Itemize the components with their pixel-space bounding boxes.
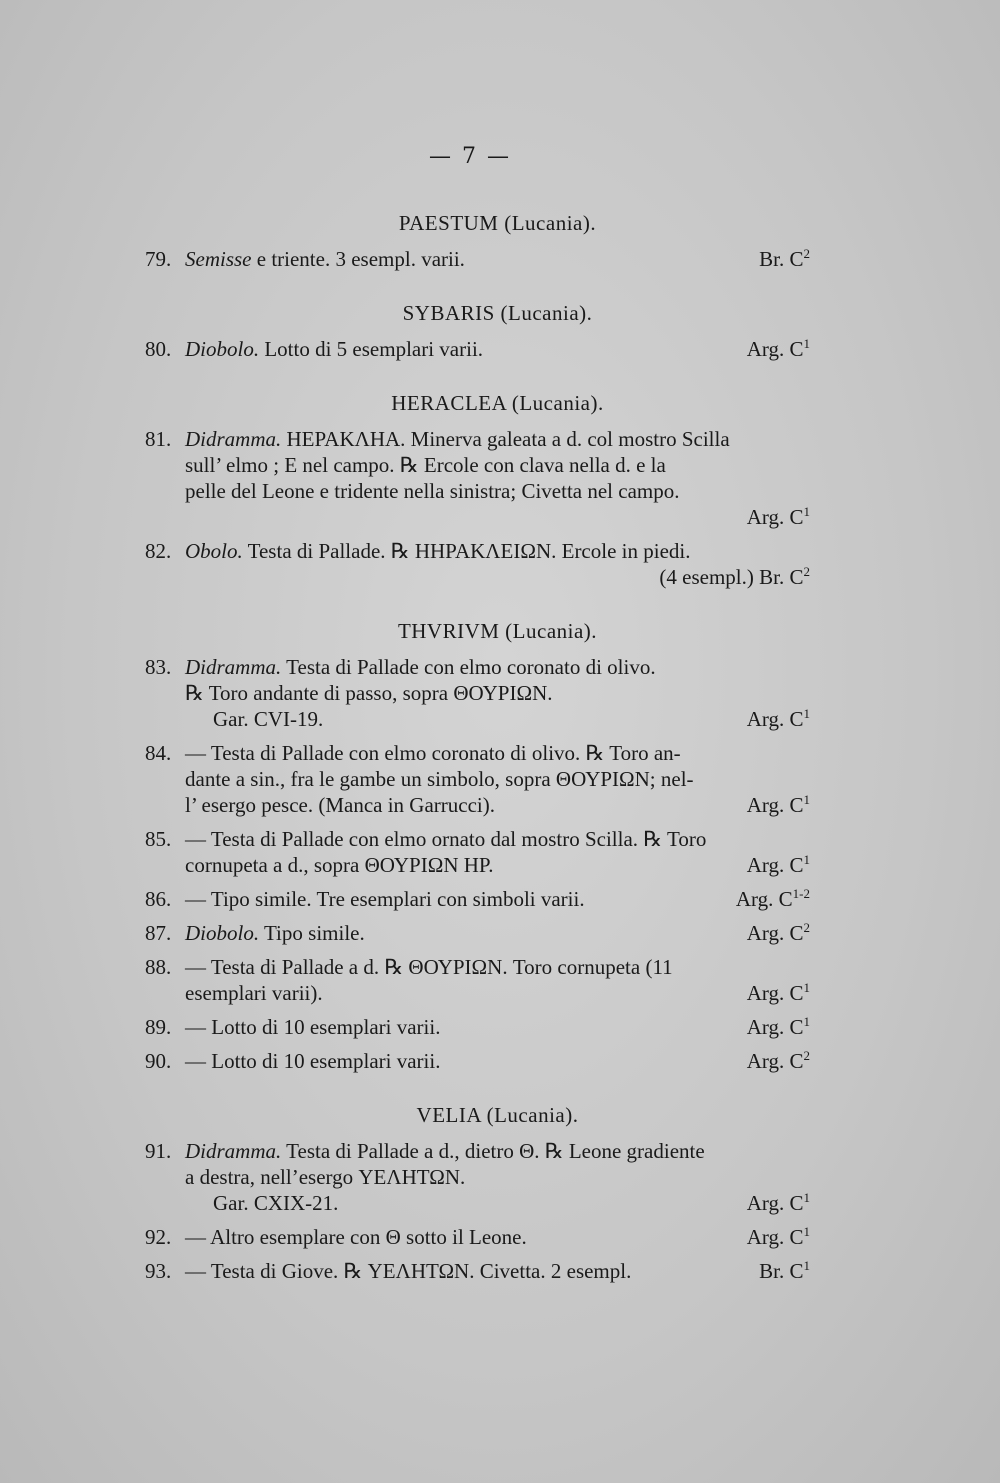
- entry-line: — Lotto di 10 esemplari varii. Arg. $C^1$: [185, 1014, 810, 1039]
- entry-line: sull’ elmo ; E nel campo. ℞ Ercole con clava nella d. e la: [185, 453, 666, 477]
- section-title-velia: VELIA (Lucania).: [416, 1103, 579, 1127]
- entry-line: Didramma. Testa di Pallade con elmo coronato di olivo.: [185, 655, 656, 679]
- catalogue-entry-92: [145, 1224, 810, 1250]
- entry-line: ℞ Toro andante di passo, sopra ΘΟΥΡΙΩΝ.: [185, 681, 553, 705]
- entry-denomination: Diobolo.: [185, 337, 260, 361]
- catalogue-entry-90: [145, 1048, 810, 1074]
- entry-number: 88.: [145, 955, 172, 979]
- entry-grade: Arg. $C^1$: [746, 792, 810, 817]
- entry-denomination: Diobolo.: [185, 921, 260, 945]
- catalogue-entry-83: [145, 654, 810, 732]
- entry-number: 93.: [145, 1259, 172, 1283]
- section-title-heraclea: HERACLEA (Lucania).: [391, 391, 604, 415]
- catalogue-entry-82: [145, 538, 810, 590]
- entry-line: Didramma. Testa di Pallade a d., dietro Θ. ℞ Leone gradiente: [185, 1139, 705, 1163]
- entry-line: pelle del Leone e tridente nella sinistra; Civetta nel campo.: [185, 479, 680, 503]
- entry-number: 82.: [145, 539, 172, 563]
- entry-grade: Arg. $C^1$: [746, 336, 810, 361]
- catalogue-entry-80: [145, 336, 810, 362]
- entry-grade: Br. $C^1$: [759, 1258, 810, 1283]
- entry-line: — Testa di Pallade con elmo coronato di olivo. ℞ Toro an-: [185, 741, 681, 765]
- entry-denomination: Semisse: [185, 247, 252, 271]
- entry-line: Gar. CVI-19. Arg. $C^1$: [213, 706, 810, 731]
- entry-grade: Arg. $C^2$: [746, 1048, 810, 1073]
- entry-number: 79.: [145, 247, 172, 271]
- entry-line: [185, 246, 810, 272]
- entry-number: 80.: [145, 337, 172, 361]
- catalogue-entry-87: [145, 920, 810, 946]
- entry-text: e triente. 3 esempl. varii.: [256, 247, 465, 271]
- entry-grade: Arg. $C^1$: [746, 504, 810, 529]
- entry-line: — Tipo simile. Tre esemplari con simboli varii. Arg. $C^{1-2}$: [185, 886, 810, 911]
- catalogue-entry-89: [145, 1014, 810, 1040]
- section-title-thurium: THVRIVM (Lucania).: [397, 619, 598, 643]
- catalogue-entry-86: [145, 886, 810, 912]
- entry-line: — Testa di Pallade con elmo ornato dal mostro Scilla. ℞ Toro: [185, 827, 707, 851]
- entry-denomination: Obolo.: [185, 539, 243, 563]
- entry-line: l’ esergo pesce. (Manca in Garrucci). Arg. $C^1$: [185, 792, 810, 817]
- entry-number: 84.: [145, 741, 172, 765]
- entry-number: 92.: [145, 1225, 172, 1249]
- catalogue-entry-88: [145, 954, 810, 1006]
- entry-line: cornupeta a d., sopra ΘΟΥΡΙΩΝ ΗΡ. Arg. $C^1$: [185, 852, 810, 877]
- page-number: — 7 —: [429, 144, 511, 169]
- entry-line: esemplari varii). Arg. $C^1$: [185, 980, 810, 1005]
- section-title-sybaris: SYBARIS (Lucania).: [402, 301, 593, 325]
- entry-grade: Arg. $C^{1-2}$: [735, 886, 810, 911]
- entry-grade: Arg. $C^1$: [746, 1224, 810, 1249]
- entry-grade: Arg. $C^1$: [746, 852, 810, 877]
- entry-number: 83.: [145, 655, 172, 679]
- entry-line: Gar. CXIX-21. Arg. $C^1$: [213, 1190, 810, 1215]
- entry-denomination: Didramma.: [185, 1139, 282, 1163]
- entry-line: Obolo. Testa di Pallade. ℞ ΗΗΡΑΚΛΕΙΩΝ. Ercole in piedi.: [185, 539, 691, 563]
- catalogue-entry-81: [145, 426, 810, 530]
- catalogue-entry-79: [145, 246, 810, 272]
- entry-grade: (4 esempl.) Br. $C^2$: [659, 564, 810, 589]
- entry-number: 86.: [145, 887, 172, 911]
- entry-line: — Testa di Pallade a d. ℞ ΘΟΥΡΙΩΝ. Toro cornupeta (11: [185, 955, 673, 979]
- catalogue-entry-84: [145, 740, 810, 818]
- entry-line: a destra, nell’esergo ΥΕΛΗΤΩΝ.: [185, 1165, 466, 1189]
- entry-grade: Arg. $C^1$: [746, 1014, 810, 1039]
- entry-grade: Arg. $C^2$: [746, 920, 810, 945]
- catalogue-entry-85: [145, 826, 810, 878]
- entry-grade: Br. $C^2$: [759, 246, 810, 271]
- entry-grade: Arg. $C^1$: [746, 706, 810, 731]
- entry-number: 81.: [145, 427, 172, 451]
- entry-line: — Testa di Giove. ℞ ΥΕΛΗΤΩΝ. Civetta. 2 esempl. Br. $C^1$: [185, 1258, 810, 1283]
- catalogue-content: [145, 210, 810, 1292]
- catalogue-entry-93: [145, 1258, 810, 1284]
- entry-number: 90.: [145, 1049, 172, 1073]
- entry-number: 87.: [145, 921, 172, 945]
- entry-grade: Arg. $C^1$: [746, 980, 810, 1005]
- entry-denomination: Didramma.: [185, 427, 282, 451]
- entry-line: — Lotto di 10 esemplari varii. Arg. $C^2$: [185, 1048, 810, 1073]
- entry-number: 89.: [145, 1015, 172, 1039]
- entry-line: — Altro esemplare con Θ sotto il Leone. Arg. $C^1$: [185, 1224, 810, 1249]
- entry-number: 85.: [145, 827, 172, 851]
- entry-number: 91.: [145, 1139, 172, 1163]
- entry-text: Lotto di 5 esemplari varii.: [264, 337, 484, 361]
- catalogue-entry-91: [145, 1138, 810, 1216]
- entry-denomination: Didramma.: [185, 655, 282, 679]
- entry-line: [185, 336, 810, 362]
- entry-line: Diobolo. Tipo simile. Arg. $C^2$: [185, 920, 810, 945]
- entry-grade: Arg. $C^1$: [746, 1190, 810, 1215]
- entry-line: dante a sin., fra le gambe un simbolo, sopra ΘΟΥΡΙΩΝ; nel-: [185, 767, 694, 791]
- section-title-paestum: PAESTUM (Lucania).: [398, 211, 597, 235]
- entry-line: Didramma. ΗΕΡΑΚΛΗΑ. Minerva galeata a d. col mostro Scilla: [185, 427, 730, 451]
